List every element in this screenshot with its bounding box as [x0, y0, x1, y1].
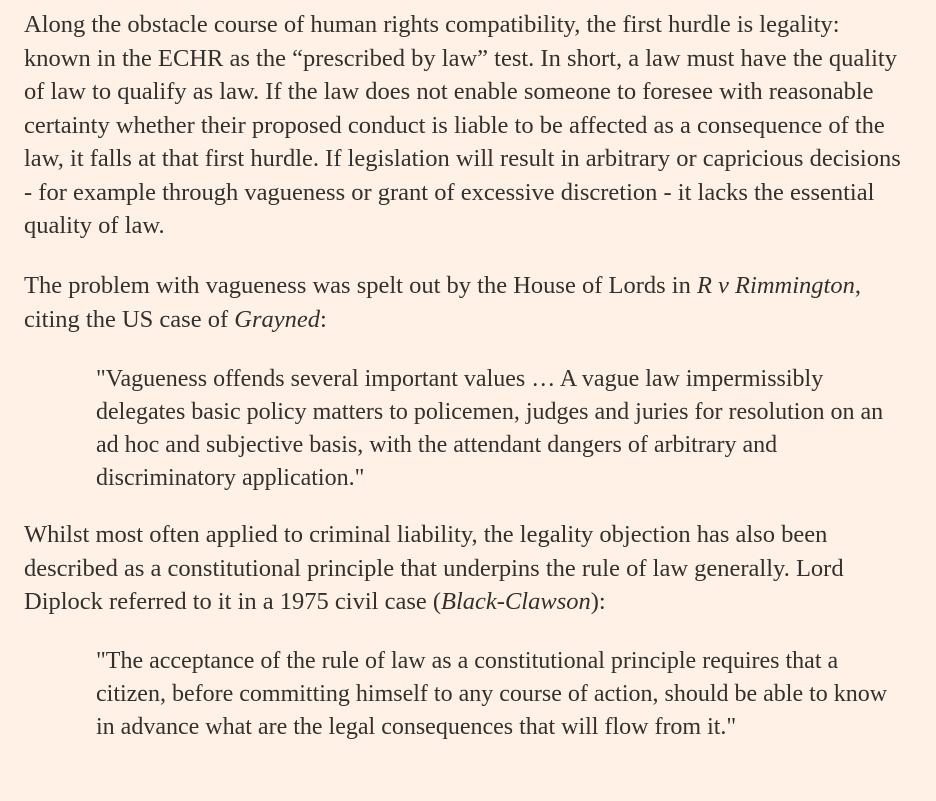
paragraph-text: , citing the US case of: [24, 272, 861, 333]
blockquote-diplock: "The acceptance of the rule of law as a constitutional principle requires that a citizen, before committing himself to any course of action, should be able to know in advance what are the legal consequences that will flow from it.": [96, 648, 888, 740]
case-name-grayned: Grayned: [234, 305, 320, 333]
case-name-rimmington: R v Rimmington: [696, 272, 855, 299]
paragraph-constitutional-principle: [24, 518, 904, 619]
paragraph-text: Whilst most often applied to criminal liability, the legality objection has also been described as a constitutional principle that underpins the rule of law generally. Lord Diplock referred to it in a 1975 civil case (: [24, 521, 844, 615]
paragraph-text: The problem with vagueness was spelt out by the House of Lords in: [24, 272, 697, 299]
case-name-black-clawson: Black-Clawson: [441, 588, 591, 615]
blockquote-grayned: "Vagueness offends several important values … A vague law impermissibly delegates basic policy matters to policemen, judges and juries for resolution on an ad hoc and subjective basis, with the attendant dangers of arbitrary and discriminatory application.": [96, 366, 884, 491]
paragraph-text: :: [319, 305, 327, 333]
paragraph-text: ):: [590, 588, 606, 615]
paragraph-legality: Along the obstacle course of human rights compatibility, the first hurdle is legality: known in the ECHR as the “prescribed by law” test. In short, a law must have the quality of law to qualify as law. If the law does not enable someone to foresee with reasonable certainty whether their proposed conduct is liable to be affected as a consequence of the law, it falls at that first hurdle. If legislation will result in arbitrary or capricious decisions - for example through vagueness or grant of excessive discretion - it lacks the essential quality of law.: [24, 11, 901, 239]
paragraph-vagueness: [24, 269, 904, 336]
